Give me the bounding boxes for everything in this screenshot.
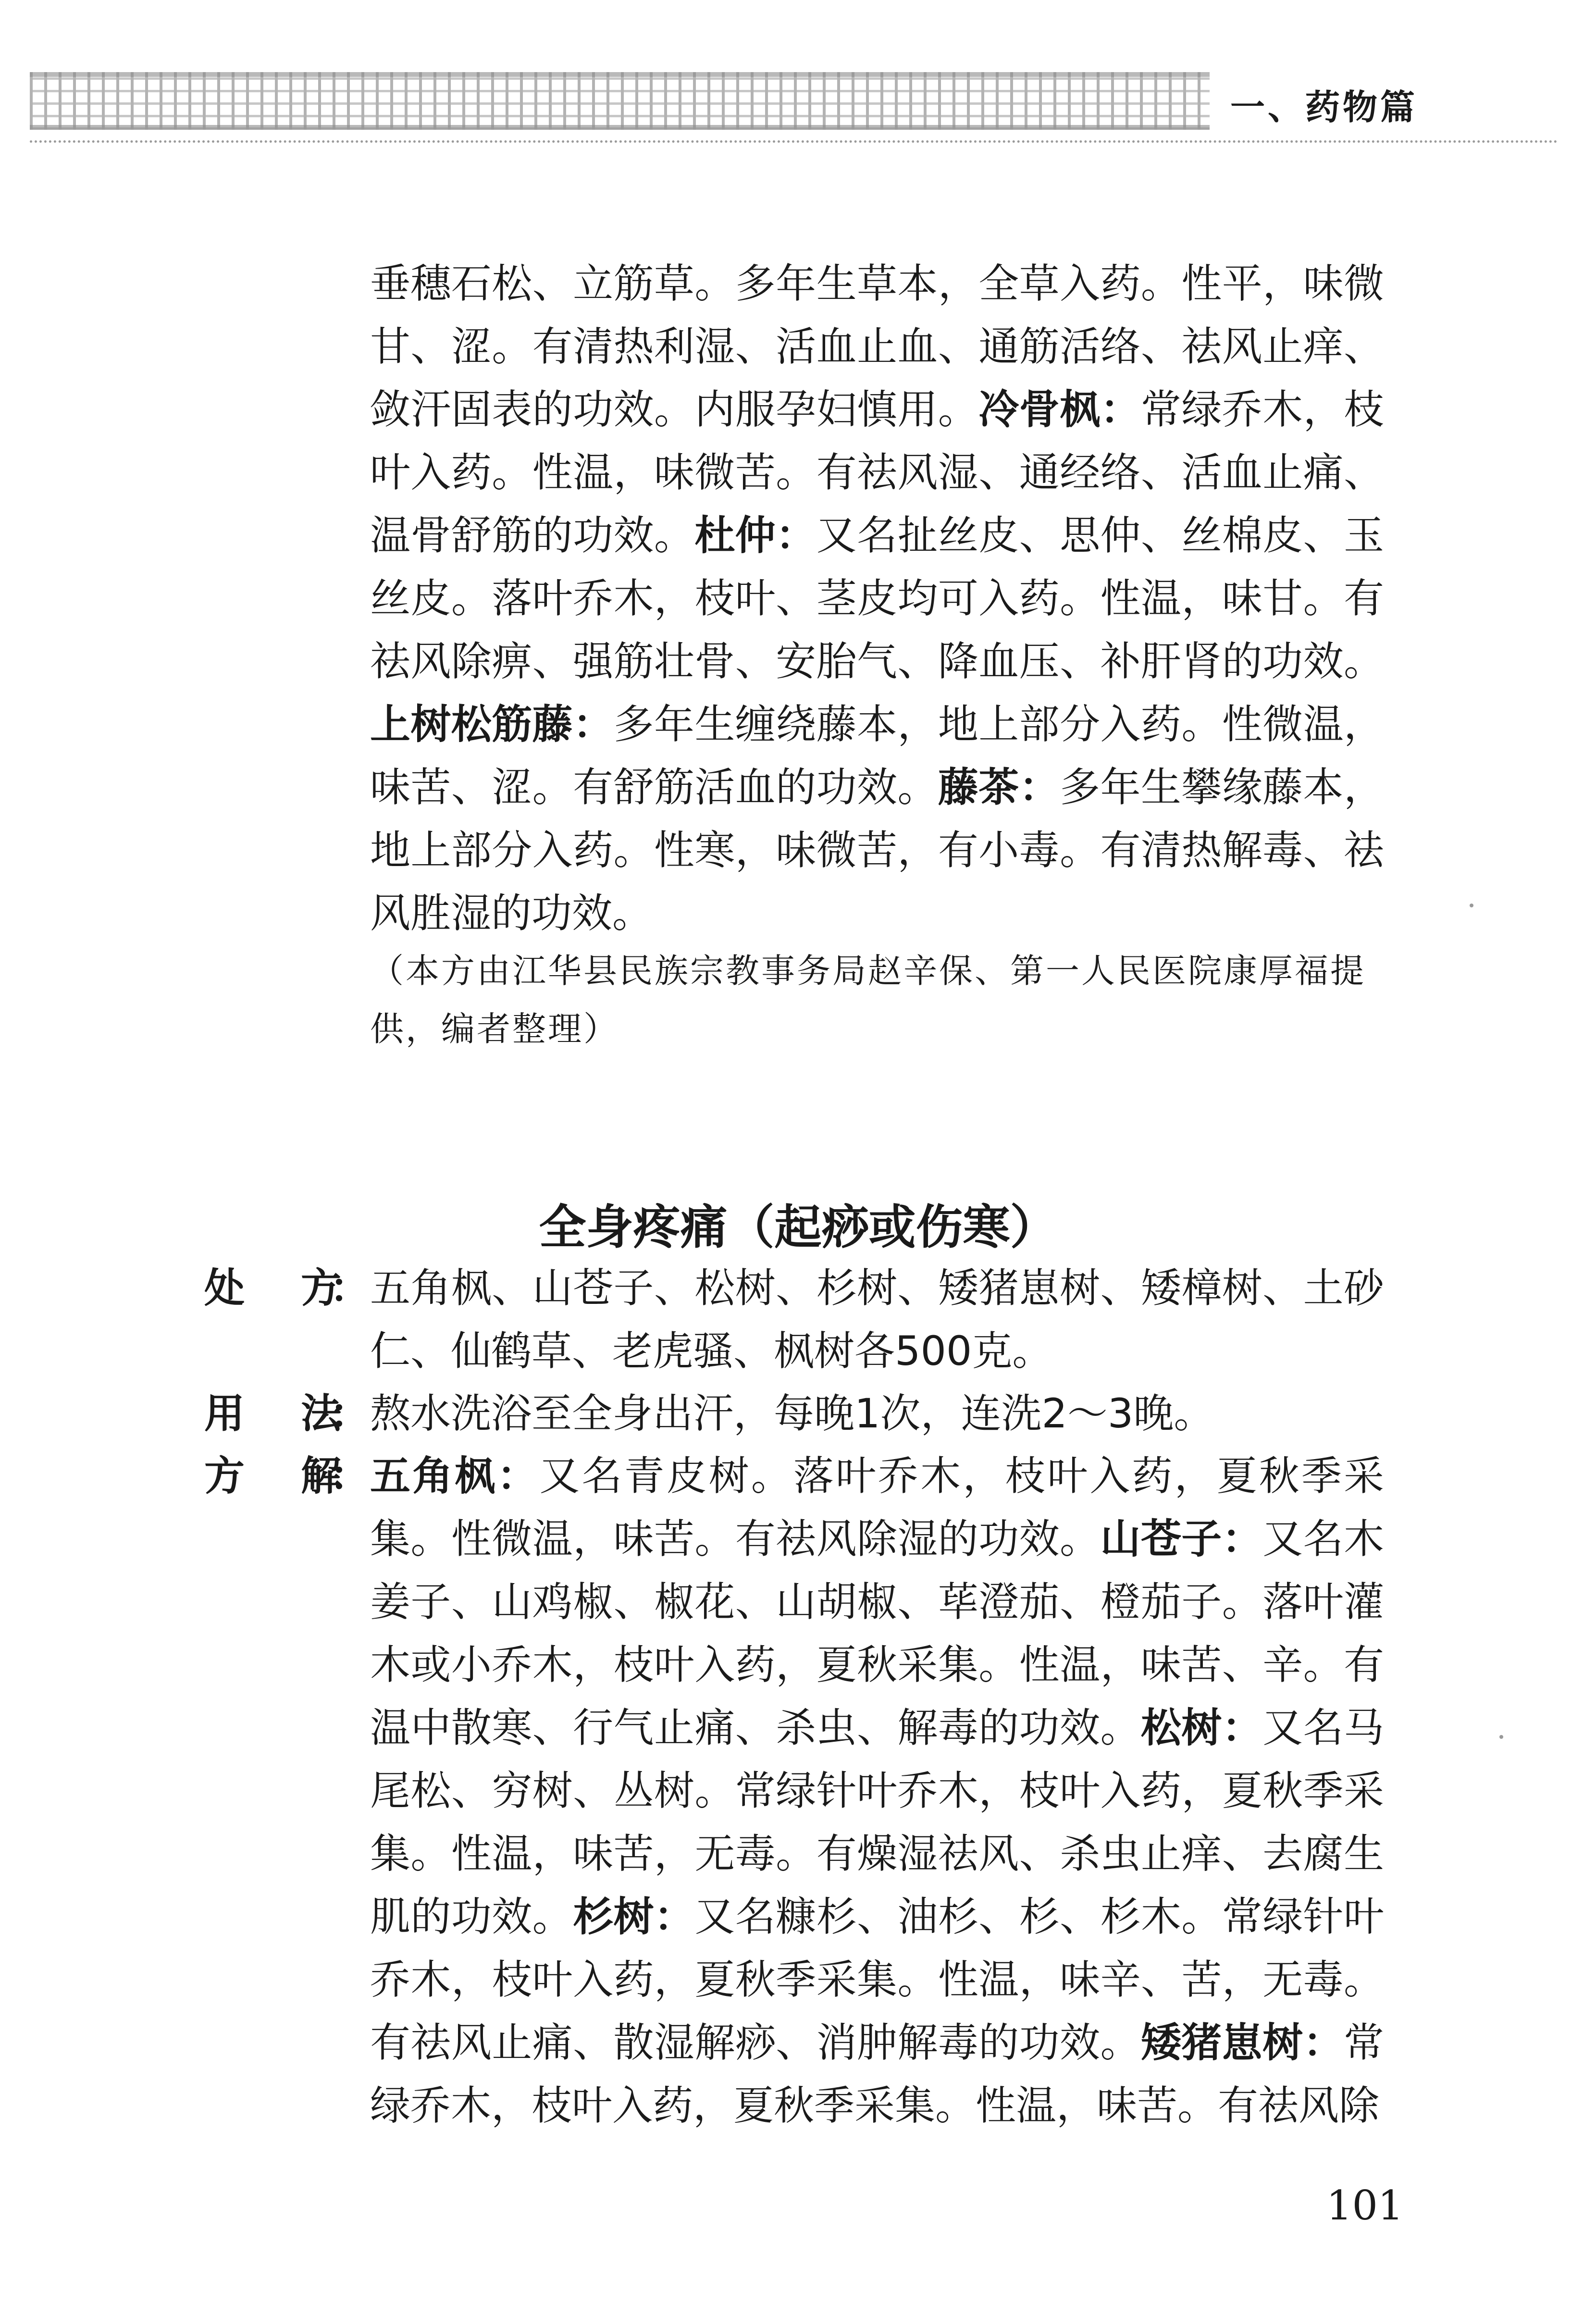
header-dotted-rule xyxy=(30,140,1558,143)
scan-speck xyxy=(1499,1735,1503,1739)
herb-name: 杜仲： xyxy=(694,512,817,559)
herb-description: 垂穗石松、立筋草。多年生草本，全草入药。性平，味微甘、涩。有清热利湿、活血止血、通筋活络、祛风止痒、敛汗固表的功效。内服孕妇慎用。 xyxy=(370,260,1384,433)
herb-description: 又名糠杉、油杉、杉、杉木。常绿针叶乔木，枝叶入药，夏秋季采集。性温，味辛、苦，无毒。有祛风止痛、散湿解痧、消肿解毒的功效。 xyxy=(370,1893,1384,2066)
scan-speck xyxy=(1470,904,1473,907)
explanation-label: 方 解 ： xyxy=(204,1452,370,1499)
usage-label: 用 法 ： xyxy=(204,1390,370,1437)
herb-name: 藤茶： xyxy=(938,764,1060,811)
herb-description: 又名木姜子、山鸡椒、椒花、山胡椒、荜澄茄、橙茄子。落叶灌木或小乔木，枝叶入药，夏秋采集。性温，味苦、辛。有温中散寒、行气止痛、杀虫、解毒的功效。 xyxy=(370,1515,1384,1751)
herb-name: 五角枫： xyxy=(370,1452,540,1499)
herb-name: 杉树： xyxy=(573,1893,695,1940)
herb-description: 又名马尾松、穷树、丛树。常绿针叶乔木，枝叶入药，夏秋季采集。性温，味苦，无毒。有燥湿祛风、杀虫止痒、去腐生肌的功效。 xyxy=(370,1704,1384,1940)
herb-description: 多年生缠绕藤本，地上部分入药。性微温，味苦、涩。有舒筋活血的功效。 xyxy=(370,701,1384,811)
section-title: 一、药物篇 xyxy=(1230,87,1418,127)
herb-description: 又名扯丝皮、思仲、丝棉皮、玉丝皮。落叶乔木，枝叶、茎皮均可入药。性温，味甘。有祛风除痹、强筋壮骨、安胎气、降血压、补肝肾的功效。 xyxy=(370,512,1384,685)
source-note: （本方由江华县民族宗教事务局赵辛保、第一人民医院康厚福提供，编者整理） xyxy=(370,951,1366,1049)
usage-text: 熬水洗浴至全身出汗，每晚1次，连洗2～3晚。 xyxy=(370,1390,1214,1437)
herb-description: 多年生攀缘藤本，地上部分入药。性寒，味微苦，有小毒。有清热解毒、祛风胜湿的功效。 xyxy=(370,764,1384,937)
herb-name: 上树松筋藤： xyxy=(370,701,614,748)
herb-name: 松树： xyxy=(1140,1704,1263,1751)
prescription-entry xyxy=(204,1257,1384,1383)
prescription-text: 五角枫、山苍子、松树、杉树、矮猪崽树、矮樟树、土砂仁、仙鹤草、老虎骚、枫树各500克。 xyxy=(370,1264,1384,1375)
prescription-label: 处 方 ： xyxy=(204,1264,370,1312)
header-band-bottom-border xyxy=(30,125,1210,130)
explanation-entry xyxy=(204,1445,1384,2137)
herb-description: 又名青皮树。落叶乔木，枝叶入药，夏秋季采集。性微温，味苦。有祛风除湿的功效。 xyxy=(370,1452,1384,1562)
top-body-paragraph xyxy=(370,252,1384,945)
herb-name: 山苍子： xyxy=(1100,1515,1263,1562)
page-number: 101 xyxy=(1326,2182,1404,2229)
explanation-text xyxy=(370,1445,1384,2137)
header-band-top-border xyxy=(30,72,1210,77)
herb-name: 矮猪崽树： xyxy=(1140,2019,1344,2066)
header-decorative-band xyxy=(30,72,1210,130)
recipe-heading: 全身疼痛（起痧或伤寒） xyxy=(539,1200,1057,1255)
herb-description: 常绿乔木，枝叶入药，夏秋季采集。性温，味苦。有祛风除 xyxy=(370,2019,1384,2129)
herb-description: 常绿乔木，枝叶入药。性温，味微苦。有祛风湿、通经络、活血止痛、温骨舒筋的功效。 xyxy=(370,386,1384,559)
herb-name: 冷骨枫： xyxy=(978,386,1141,433)
usage-entry xyxy=(204,1382,1384,1445)
